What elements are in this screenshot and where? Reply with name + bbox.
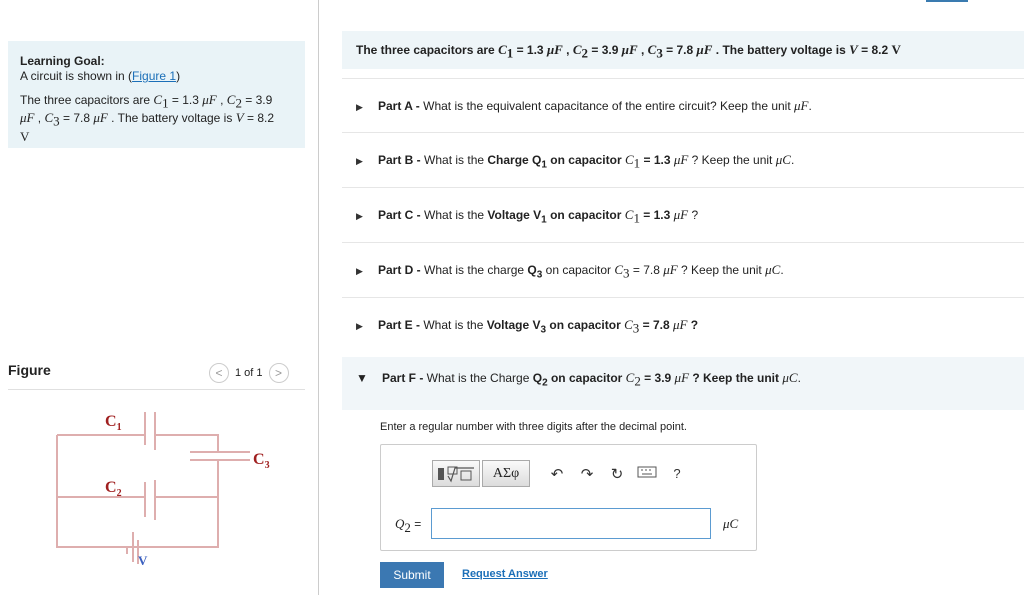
part-d-val: = 7.8 xyxy=(629,263,664,277)
circuit-diagram xyxy=(45,402,285,574)
part-b-val: = 1.3 xyxy=(640,153,674,167)
goal-desc-suffix: ) xyxy=(176,69,181,83)
c3-val: = 7.8 xyxy=(59,111,94,126)
part-f-end: ? Keep the unit xyxy=(689,371,783,385)
part-e-bold: Voltage V xyxy=(486,318,541,332)
stmt-sep2: , xyxy=(637,43,648,57)
part-f-uf: μF xyxy=(674,370,690,385)
sep1: , xyxy=(216,93,227,107)
part-c-uf: μF xyxy=(673,207,689,222)
part-f-unit: μC xyxy=(782,370,798,385)
part-e-label: Part E - xyxy=(378,318,424,332)
part-d-text1: What is the charge xyxy=(424,263,528,277)
part-f-text1: What is the Charge xyxy=(426,371,533,385)
c2-sub: 2 xyxy=(235,95,242,111)
template-button[interactable] xyxy=(432,460,480,487)
stmt-c3: C xyxy=(647,42,657,57)
left-panel xyxy=(0,0,319,595)
stmt-sep1: , xyxy=(562,43,573,57)
stmt-mid: . The battery voltage is xyxy=(712,43,850,57)
template-icon xyxy=(436,465,476,483)
top-accent-bar xyxy=(926,0,968,2)
part-c-bold: Voltage V xyxy=(487,208,542,222)
c2-symbol: C xyxy=(226,92,236,107)
goal-capacitor-text xyxy=(20,92,298,145)
part-e[interactable] xyxy=(342,297,1024,351)
c3-symbol: C xyxy=(44,110,54,126)
part-f-text2: on capacitor xyxy=(547,371,626,385)
stmt-v: V xyxy=(849,42,858,57)
part-d-uf: μF xyxy=(663,262,678,277)
right-panel xyxy=(342,0,1024,595)
answer-var-sub: 2 xyxy=(404,520,411,536)
part-e-val: = 7.8 xyxy=(639,318,673,332)
c3-unit: μF xyxy=(93,110,108,126)
c1-sub: 1 xyxy=(162,95,169,111)
part-f-bold: Q xyxy=(532,371,543,385)
part-a-text: What is the equivalent capacitance of the entire circuit? Keep the unit xyxy=(423,99,795,113)
part-e-sub: 3 xyxy=(540,324,547,336)
part-c-val: = 1.3 xyxy=(639,208,674,222)
answer-var: Q xyxy=(395,516,405,531)
part-e-c3-sub: 3 xyxy=(632,320,640,336)
part-b-bold: Charge Q xyxy=(487,153,542,167)
answer-box xyxy=(380,444,757,551)
part-d-c3: C xyxy=(614,262,624,277)
c1-unit: μF xyxy=(202,92,217,107)
c2-val: = 3.9 xyxy=(241,93,273,107)
figure-pager xyxy=(209,363,289,383)
expand-arrow-icon: ▶ xyxy=(356,156,363,166)
part-b-text2: on capacitor xyxy=(546,153,625,167)
problem-statement xyxy=(342,31,1024,69)
part-b-uf: μF xyxy=(673,152,689,167)
part-b-end: ? Keep the unit xyxy=(688,153,776,167)
part-b-text1: What is the xyxy=(424,153,488,167)
expand-arrow-icon: ▶ xyxy=(356,102,363,112)
battery-text: . The battery voltage is xyxy=(107,111,236,126)
figure-title: Figure xyxy=(8,362,51,378)
math-toolbar xyxy=(432,460,692,487)
keyboard-icon[interactable] xyxy=(632,465,662,482)
part-a-unit: μF xyxy=(794,98,809,113)
collapse-arrow-icon: ▼ xyxy=(356,371,368,385)
c3-sub: 3 xyxy=(53,113,60,129)
learning-goal-box xyxy=(8,41,305,148)
c2-unit: μF xyxy=(20,110,35,126)
pager-count: 1 of 1 xyxy=(235,367,263,379)
circuit-label-v: V xyxy=(138,553,148,568)
help-icon[interactable]: ? xyxy=(673,466,681,481)
undo-icon[interactable]: ↶ xyxy=(550,465,564,483)
answer-unit: μC xyxy=(723,516,739,531)
part-b-unit: μC xyxy=(775,152,791,167)
request-answer-link[interactable]: Request Answer xyxy=(462,568,548,580)
part-a-end: . xyxy=(808,99,812,113)
part-d-end: ? Keep the unit xyxy=(677,263,766,277)
expand-arrow-icon: ▶ xyxy=(356,266,363,276)
part-d-c3-sub: 3 xyxy=(623,265,630,281)
part-a[interactable] xyxy=(342,78,1024,132)
answer-input[interactable] xyxy=(431,508,711,539)
goal-description xyxy=(20,69,180,84)
goal-p1: The three capacitors are xyxy=(20,93,154,107)
part-d-bold: Q xyxy=(527,263,537,277)
stmt-c3-unit: μF xyxy=(696,42,713,57)
part-f-val: = 3.9 xyxy=(640,371,675,385)
part-b-sub: 1 xyxy=(541,159,547,171)
part-d-label: Part D - xyxy=(378,263,425,277)
part-b-label: Part B - xyxy=(378,153,425,167)
stmt-c1: C xyxy=(498,42,507,57)
part-c[interactable] xyxy=(342,187,1024,241)
prev-figure-button[interactable]: < xyxy=(209,363,229,383)
part-c-c1-sub: 1 xyxy=(633,210,640,226)
part-f[interactable]: ▼ Part F - What is the Charge $Q_2$ on capacitor $C_2 = 3.9$ μF ? Keep the unit μC. xyxy=(342,357,1024,410)
circuit-label-c1: $C_1$ xyxy=(105,413,122,433)
v-val: = 8.2 xyxy=(243,111,274,126)
sep2: , xyxy=(34,111,45,126)
expand-arrow-icon: ▶ xyxy=(356,211,363,221)
stmt-v-val: = 8.2 xyxy=(857,43,892,57)
part-f-label: Part F - xyxy=(382,371,427,385)
stmt-c2-unit: μF xyxy=(621,42,638,57)
part-e-text1: What is the xyxy=(423,318,487,332)
part-f-c2: C xyxy=(625,370,635,385)
part-d-unit: μC xyxy=(765,262,781,277)
circuit-label-c3: $C_3$ xyxy=(253,451,270,471)
stmt-c3-sub: 3 xyxy=(656,45,663,61)
expand-arrow-icon: ▶ xyxy=(356,321,363,331)
part-e-uf: μF xyxy=(672,317,688,332)
part-a-label: Part A - xyxy=(378,99,424,113)
goal-desc-prefix: A circuit is shown in ( xyxy=(20,69,133,83)
goal-title: Learning Goal: xyxy=(20,54,105,68)
part-f-sub: 2 xyxy=(542,377,548,389)
part-c-end: ? xyxy=(688,208,699,222)
figure-link[interactable]: Figure 1 xyxy=(132,69,177,83)
c1-val: = 1.3 xyxy=(168,93,203,107)
answer-variable-label xyxy=(395,515,421,536)
part-c-text2: on capacitor xyxy=(546,208,625,222)
stmt-c2-sub: 2 xyxy=(581,45,589,61)
part-e-text2: on capacitor xyxy=(546,318,625,332)
reset-icon[interactable]: ↻ xyxy=(610,465,624,483)
v-symbol: V xyxy=(235,110,244,126)
redo-icon[interactable]: ↷ xyxy=(580,465,594,483)
part-b[interactable]: ▶ Part B - What is the Charge $Q_1$ on capacitor $C_1 = 1.3$ μF ? Keep the unit μC. xyxy=(342,132,1024,186)
c1-symbol: C xyxy=(153,92,163,107)
submit-button[interactable]: Submit xyxy=(380,562,444,588)
next-figure-button[interactable]: > xyxy=(269,363,289,383)
part-e-end: ? xyxy=(687,318,699,332)
stmt-c1-val: = 1.3 xyxy=(513,43,547,57)
part-f-c2-sub: 2 xyxy=(634,373,641,389)
stmt-v-unit: V xyxy=(891,42,901,57)
part-d[interactable]: ▶ Part D - What is the charge $Q_3$ on capacitor $C_3 = 7.8$ μF ? Keep the unit μC. xyxy=(342,242,1024,296)
part-e-c3: C xyxy=(624,317,633,332)
part-c-c1: C xyxy=(624,207,634,222)
figure-divider xyxy=(8,389,305,390)
part-c-sub: 1 xyxy=(541,214,547,226)
answer-eq: = xyxy=(410,517,422,531)
part-c-text1: What is the xyxy=(424,208,488,222)
part-d-text2: on capacitor xyxy=(542,263,615,277)
part-d-sub: 3 xyxy=(536,269,543,281)
stmt-c1-sub: 1 xyxy=(506,45,514,61)
answer-instruction: Enter a regular number with three digits after the decimal point. xyxy=(380,421,687,433)
v-unit: V xyxy=(20,128,30,144)
part-b-c1: C xyxy=(624,152,634,167)
circuit-label-c2: $C_2$ xyxy=(105,479,122,499)
stmt-c2-val: = 3.9 xyxy=(588,43,622,57)
stmt-c1-unit: μF xyxy=(546,42,563,57)
greek-symbols-button[interactable]: ΑΣφ xyxy=(482,460,530,487)
part-b-c1-sub: 1 xyxy=(633,155,641,171)
stmt-prefix: The three capacitors are xyxy=(356,43,499,57)
stmt-c3-val: = 7.8 xyxy=(662,43,697,57)
part-c-label: Part C - xyxy=(378,208,425,222)
stmt-c2: C xyxy=(572,42,582,57)
